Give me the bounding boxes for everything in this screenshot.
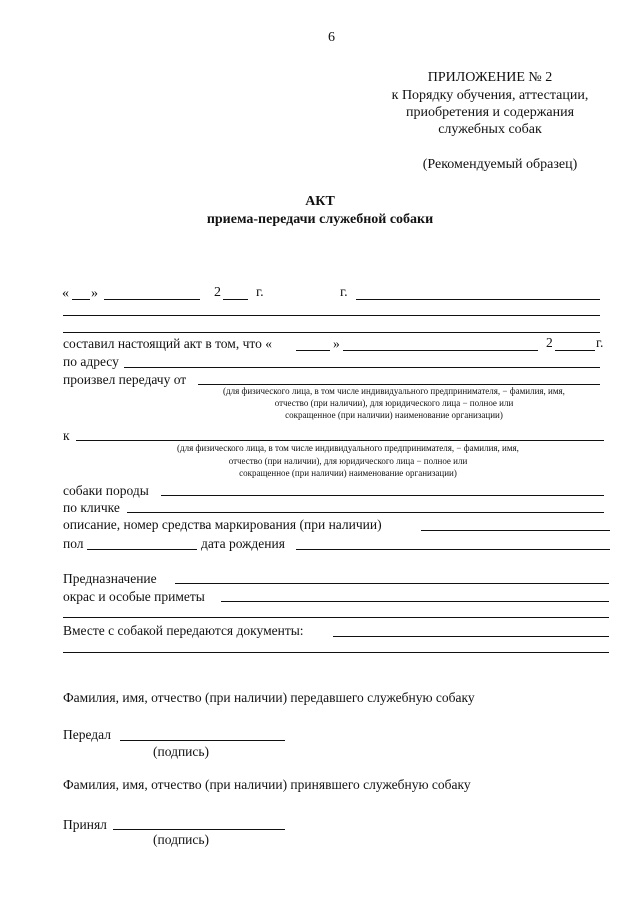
composed-quote-close: » bbox=[333, 336, 340, 351]
year-prefix: 2 bbox=[214, 285, 221, 300]
description-label: описание, номер средства маркирования (при наличии) bbox=[63, 517, 382, 532]
handed-signature-field[interactable] bbox=[120, 740, 285, 741]
transfer-from-label: произвел передачу от bbox=[63, 372, 187, 387]
breed-field[interactable] bbox=[161, 495, 604, 496]
city-field[interactable] bbox=[356, 299, 600, 300]
transfer-from-field[interactable] bbox=[198, 384, 600, 385]
sex-field[interactable] bbox=[87, 549, 197, 550]
appendix-line: к Порядку обучения, аттестации, bbox=[391, 88, 589, 103]
hint-from: (для физического лица, в том числе индивидуального предпринимателя, − фамилия, имя, bbox=[223, 386, 565, 396]
nickname-field[interactable] bbox=[127, 512, 604, 513]
city-prefix: г. bbox=[340, 285, 348, 300]
address-field[interactable] bbox=[124, 367, 600, 368]
hint-to: (для физического лица, в том числе индивидуального предпринимателя, − фамилия, имя, bbox=[177, 443, 519, 453]
composed-year-prefix: 2 bbox=[546, 335, 553, 350]
appendix-title: ПРИЛОЖЕНИЕ № 2 bbox=[427, 70, 553, 85]
month-field[interactable] bbox=[104, 299, 200, 300]
composed-month-field[interactable] bbox=[343, 350, 538, 351]
act-subtitle: приема-передачи служебной собаки bbox=[206, 212, 434, 227]
day-field[interactable] bbox=[72, 299, 90, 300]
composed-year-field[interactable] bbox=[555, 350, 595, 351]
hint-from: отчество (при наличии), для юридического лица − полное или bbox=[274, 398, 514, 408]
received-label: Принял bbox=[63, 817, 107, 832]
color-marks-field[interactable] bbox=[221, 601, 609, 602]
purpose-label: Предназначение bbox=[63, 571, 157, 586]
composed-day-field[interactable] bbox=[296, 350, 330, 351]
composed-year-suffix: г. bbox=[596, 335, 604, 350]
purpose-field[interactable] bbox=[175, 583, 609, 584]
color-marks-label: окрас и особые приметы bbox=[63, 589, 205, 604]
birth-date-field[interactable] bbox=[296, 549, 610, 550]
year-field[interactable] bbox=[223, 299, 248, 300]
page-number: 6 bbox=[328, 30, 335, 45]
sample-note: (Рекомендуемый образец) bbox=[422, 157, 578, 172]
appendix-line: служебных собак bbox=[438, 122, 542, 137]
date-quote-close: » bbox=[91, 286, 98, 301]
hint-to: отчество (при наличии), для юридического лица − полное или bbox=[228, 456, 468, 466]
giver-fio-label: Фамилия, имя, отчество (при наличии) передавшего служебную собаку bbox=[63, 690, 475, 705]
address-label: по адресу bbox=[63, 354, 119, 369]
to-label: к bbox=[63, 428, 70, 443]
blank-line[interactable] bbox=[63, 315, 600, 316]
documents-label: Вместе с собакой передаются документы: bbox=[63, 623, 304, 638]
blank-line[interactable] bbox=[63, 332, 600, 333]
sex-label: пол bbox=[63, 536, 84, 551]
to-field[interactable] bbox=[76, 440, 604, 441]
hint-to: сокращенное (при наличии) наименование организации) bbox=[239, 468, 457, 478]
blank-line[interactable] bbox=[63, 652, 609, 653]
birth-date-label: дата рождения bbox=[201, 536, 285, 551]
signature-caption: (подпись) bbox=[153, 744, 210, 759]
documents-field[interactable] bbox=[333, 636, 609, 637]
blank-line[interactable] bbox=[63, 617, 609, 618]
description-field[interactable] bbox=[421, 530, 610, 531]
signature-caption: (подпись) bbox=[153, 832, 210, 847]
composed-label: составил настоящий акт в том, что « bbox=[63, 336, 272, 351]
receiver-fio-label: Фамилия, имя, отчество (при наличии) принявшего служебную собаку bbox=[63, 777, 471, 792]
received-signature-field[interactable] bbox=[113, 829, 285, 830]
nickname-label: по кличке bbox=[63, 500, 120, 515]
year-suffix: г. bbox=[256, 285, 264, 300]
date-quote-open: « bbox=[62, 286, 69, 301]
hint-from: сокращенное (при наличии) наименование организации) bbox=[285, 410, 503, 420]
handed-label: Передал bbox=[63, 727, 112, 742]
act-title: АКТ bbox=[305, 194, 335, 209]
breed-label: собаки породы bbox=[63, 483, 149, 498]
appendix-line: приобретения и содержания bbox=[405, 105, 575, 120]
